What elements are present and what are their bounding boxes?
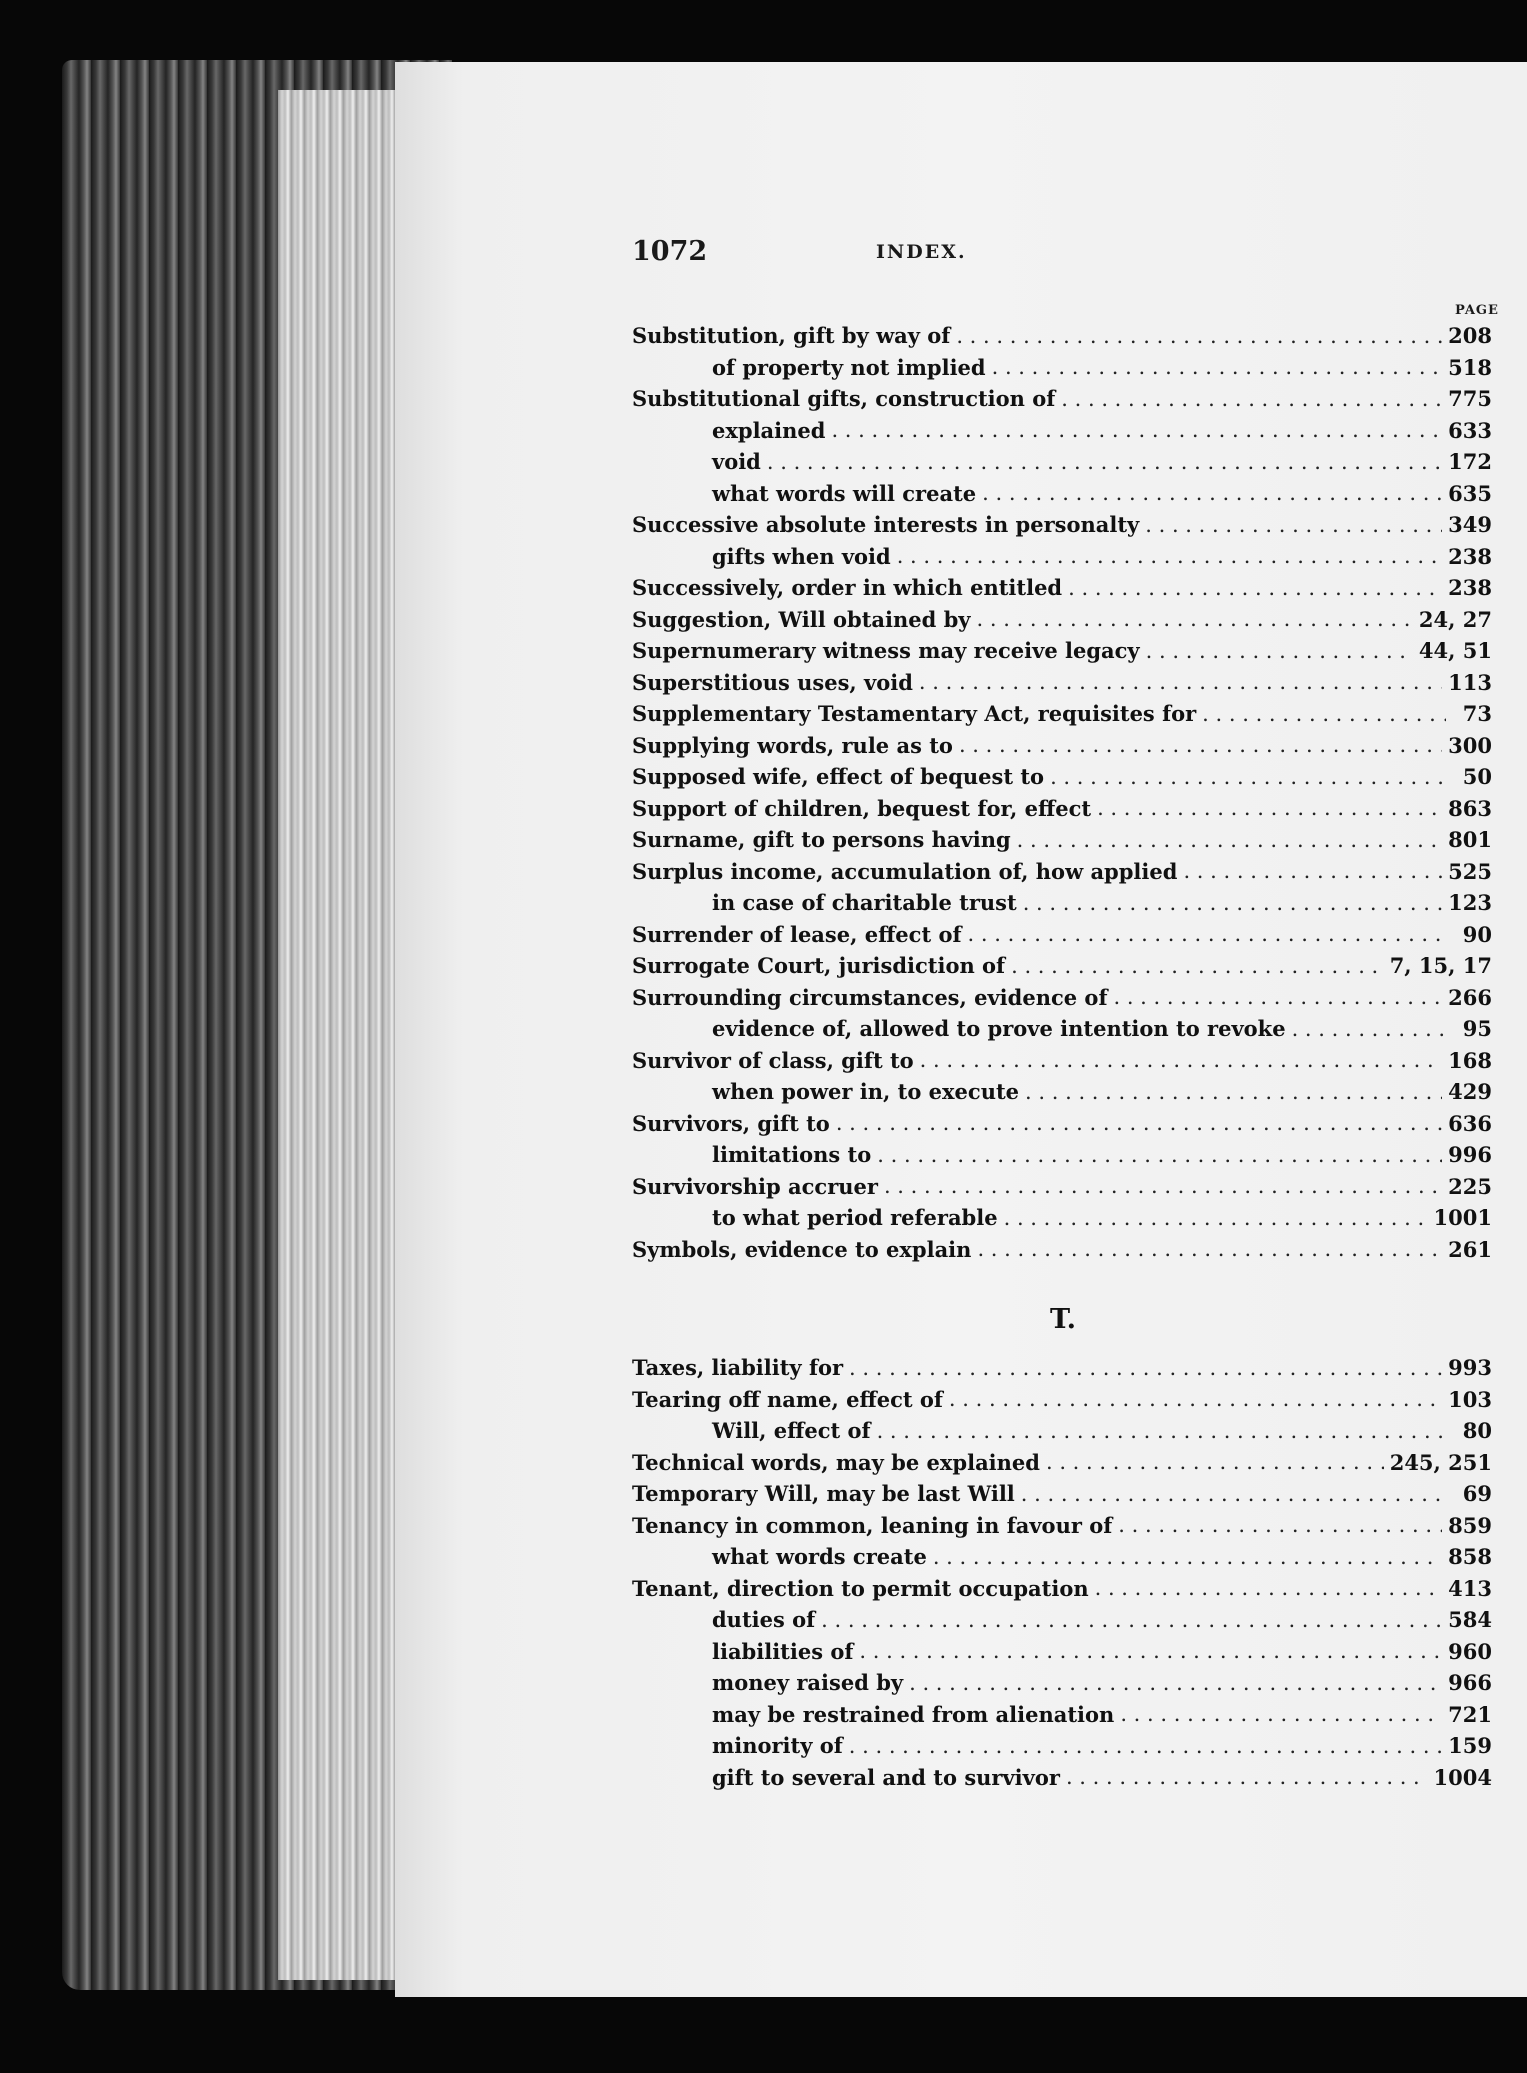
dot-leader [877, 1143, 1442, 1167]
dot-leader [1066, 1765, 1428, 1789]
index-entry [632, 1013, 1492, 1045]
dot-leader [884, 1174, 1442, 1198]
index-entry-page: 300 [1448, 732, 1492, 758]
index-entry-page: 721 [1448, 1701, 1492, 1727]
dot-leader [982, 481, 1442, 505]
dot-leader [977, 607, 1413, 631]
dot-leader [849, 1356, 1442, 1380]
dot-leader [1095, 1576, 1443, 1600]
index-entry [632, 1510, 1492, 1542]
index-list-t [632, 1352, 1492, 1793]
index-entry-text: may be restrained from alienation [712, 1701, 1115, 1727]
index-entry-page: 863 [1448, 795, 1492, 821]
dot-leader [977, 1237, 1442, 1261]
dot-leader [1023, 891, 1442, 915]
index-entry-text: Temporary Will, may be last Will [632, 1481, 1015, 1507]
index-entry-text: Survivorship accruer [632, 1173, 878, 1199]
index-entry-page: 518 [1448, 354, 1492, 380]
index-entry [632, 1234, 1492, 1266]
index-entry-page: 349 [1448, 512, 1492, 538]
index-entry [632, 950, 1492, 982]
page-column-label: PAGE [1455, 303, 1499, 318]
index-entry-page: 1004 [1433, 1764, 1492, 1790]
index-entry-text: Support of children, bequest for, effect [632, 795, 1092, 821]
index-entry [632, 1202, 1492, 1234]
index-entry-page: 996 [1448, 1142, 1492, 1168]
dot-leader [767, 450, 1442, 474]
index-entry [632, 352, 1492, 384]
index-entry-text: gifts when void [712, 543, 891, 569]
dot-leader [992, 355, 1443, 379]
index-entry-text: what words create [712, 1544, 927, 1570]
index-entry [632, 1384, 1492, 1416]
dot-leader [821, 1608, 1442, 1632]
index-entry-page: 859 [1448, 1512, 1492, 1538]
index-entry-page: 24, 27 [1418, 606, 1492, 632]
index-entry-page: 168 [1448, 1047, 1492, 1073]
dot-leader [1113, 985, 1442, 1009]
dot-leader [1146, 639, 1413, 663]
dot-leader [1292, 1017, 1446, 1041]
index-entry [632, 1478, 1492, 1510]
dot-leader [1097, 796, 1442, 820]
index-entry [632, 1076, 1492, 1108]
dot-leader [877, 1419, 1446, 1443]
index-entry-text: evidence of, allowed to prove intention to revoke [712, 1016, 1286, 1042]
dot-leader [949, 1387, 1442, 1411]
index-entry-text: Surrounding circumstances, evidence of [632, 984, 1108, 1010]
dot-leader [1183, 859, 1442, 883]
index-entry [632, 541, 1492, 573]
index-entry-text: Survivors, gift to [632, 1110, 830, 1136]
index-entry-text: Surname, gift to persons having [632, 827, 1011, 853]
dot-leader [859, 1639, 1442, 1663]
index-entry-text: Superstitious uses, void [632, 669, 913, 695]
index-entry-page: 993 [1448, 1355, 1492, 1381]
index-entry [632, 667, 1492, 699]
index-entry-page: 633 [1448, 417, 1492, 443]
index-entry-page: 429 [1448, 1079, 1492, 1105]
dot-leader [897, 544, 1442, 568]
dot-leader [831, 418, 1442, 442]
index-entry-page: 775 [1448, 386, 1492, 412]
index-entry-page: 50 [1462, 764, 1492, 790]
index-entry-text: Supplying words, rule as to [632, 732, 953, 758]
index-entry [632, 1045, 1492, 1077]
dot-leader [1046, 1450, 1384, 1474]
index-entry-text: what words will create [712, 480, 977, 506]
dot-leader [1025, 1080, 1442, 1104]
dot-leader [956, 324, 1442, 348]
index-entry-page: 90 [1462, 921, 1492, 947]
index-entry-page: 113 [1448, 669, 1492, 695]
index-entry-text: Taxes, liability for [632, 1355, 844, 1381]
book-page-edges-inner [278, 90, 408, 1980]
dot-leader [1017, 828, 1443, 852]
index-entry-page: 636 [1448, 1110, 1492, 1136]
index-entry-text: Tenancy in common, leaning in favour of [632, 1512, 1113, 1538]
dot-leader [1145, 513, 1442, 537]
index-entry-text: Substitution, gift by way of [632, 323, 951, 349]
index-entry-page: 238 [1448, 575, 1492, 601]
index-entry [632, 1415, 1492, 1447]
page-number: 1072 [632, 236, 708, 267]
index-entry-page: 208 [1448, 323, 1492, 349]
index-entry-text: gift to several and to survivor [712, 1764, 1060, 1790]
index-entry-page: 44, 51 [1418, 638, 1492, 664]
dot-leader [920, 1048, 1442, 1072]
index-entry [632, 1667, 1492, 1699]
index-entry-page: 584 [1448, 1607, 1492, 1633]
dot-leader [1011, 954, 1384, 978]
page-title: INDEX. [876, 241, 967, 263]
index-entry-page: 80 [1462, 1418, 1492, 1444]
index-entry-text: void [712, 449, 761, 475]
index-entry [632, 730, 1492, 762]
dot-leader [959, 733, 1442, 757]
index-entry [632, 1573, 1492, 1605]
index-entry [632, 698, 1492, 730]
dot-leader [919, 670, 1442, 694]
index-entry-page: 159 [1448, 1733, 1492, 1759]
index-entry [632, 1762, 1492, 1794]
dot-leader [1021, 1482, 1446, 1506]
index-entry [632, 478, 1492, 510]
index-entry [632, 1730, 1492, 1762]
dot-leader [1068, 576, 1442, 600]
dot-leader [1202, 702, 1446, 726]
index-entry-page: 801 [1448, 827, 1492, 853]
index-entry [632, 824, 1492, 856]
index-entry-page: 123 [1448, 890, 1492, 916]
index-entry-text: money raised by [712, 1670, 904, 1696]
index-entry [632, 383, 1492, 415]
index-entry-page: 1001 [1433, 1205, 1492, 1231]
index-entry-text: duties of [712, 1607, 816, 1633]
index-entry-page: 525 [1448, 858, 1492, 884]
index-entry-page: 103 [1448, 1386, 1492, 1412]
index-entry-text: in case of charitable trust [712, 890, 1017, 916]
index-entry-page: 266 [1448, 984, 1492, 1010]
dot-leader [933, 1545, 1442, 1569]
index-entry-text: Surrogate Court, jurisdiction of [632, 953, 1006, 979]
index-entry [632, 856, 1492, 888]
index-entry [632, 509, 1492, 541]
index-entry-text: Technical words, may be explained [632, 1449, 1040, 1475]
index-entry [632, 761, 1492, 793]
index-entry [632, 1139, 1492, 1171]
index-entry [632, 793, 1492, 825]
index-entry-text: liabilities of [712, 1638, 854, 1664]
index-entry-page: 858 [1448, 1544, 1492, 1570]
index-entry-text: Symbols, evidence to explain [632, 1236, 972, 1262]
running-head [632, 236, 1152, 276]
index-entry [632, 446, 1492, 478]
dot-leader [1061, 387, 1442, 411]
index-entry-text: to what period referable [712, 1205, 998, 1231]
dot-leader [1050, 765, 1446, 789]
index-entry-page: 7, 15, 17 [1389, 953, 1492, 979]
index-entry [632, 415, 1492, 447]
index-entry-text: when power in, to execute [712, 1079, 1020, 1105]
index-entry-page: 413 [1448, 1575, 1492, 1601]
index-entry [632, 1699, 1492, 1731]
index-entry-text: Successive absolute interests in personalty [632, 512, 1140, 538]
index-entry [632, 1636, 1492, 1668]
dot-leader [836, 1111, 1442, 1135]
index-entry-text: Supposed wife, effect of bequest to [632, 764, 1045, 790]
dot-leader [849, 1734, 1442, 1758]
dot-leader [1118, 1513, 1442, 1537]
index-entry-text: of property not implied [712, 354, 986, 380]
index-entry-text: Supernumerary witness may receive legacy [632, 638, 1140, 664]
dot-leader [1120, 1702, 1442, 1726]
index-entry [632, 1171, 1492, 1203]
index-entry-page: 225 [1448, 1173, 1492, 1199]
index-entry-text: Supplementary Testamentary Act, requisites for [632, 701, 1197, 727]
section-heading: T. [1050, 1304, 1077, 1335]
index-entry-text: minority of [712, 1733, 843, 1759]
index-entry-page: 635 [1448, 480, 1492, 506]
index-entry [632, 919, 1492, 951]
dot-leader [968, 922, 1446, 946]
index-list-s [632, 320, 1492, 1265]
index-entry-text: Successively, order in which entitled [632, 575, 1063, 601]
dot-leader [909, 1671, 1442, 1695]
index-entry-page: 245, 251 [1389, 1449, 1492, 1475]
index-entry-page: 966 [1448, 1670, 1492, 1696]
index-entry-page: 238 [1448, 543, 1492, 569]
index-entry [632, 982, 1492, 1014]
index-entry-page: 960 [1448, 1638, 1492, 1664]
index-entry-text: Substitutional gifts, construction of [632, 386, 1056, 412]
index-entry-text: Will, effect of [712, 1418, 871, 1444]
index-entry-page: 261 [1448, 1236, 1492, 1262]
index-entry-text: Tearing off name, effect of [632, 1386, 943, 1412]
index-entry-page: 95 [1462, 1016, 1492, 1042]
index-entry-text: Surplus income, accumulation of, how applied [632, 858, 1178, 884]
index-entry [632, 320, 1492, 352]
index-entry [632, 635, 1492, 667]
index-entry [632, 604, 1492, 636]
index-entry-text: Suggestion, Will obtained by [632, 606, 971, 632]
index-entry-page: 69 [1462, 1481, 1492, 1507]
index-entry [632, 1541, 1492, 1573]
index-entry-text: Surrender of lease, effect of [632, 921, 962, 947]
index-entry [632, 1108, 1492, 1140]
index-entry-text: explained [712, 417, 826, 443]
index-entry [632, 1447, 1492, 1479]
index-entry [632, 1604, 1492, 1636]
dot-leader [1004, 1206, 1428, 1230]
index-entry-page: 73 [1462, 701, 1492, 727]
index-entry-text: Tenant, direction to permit occupation [632, 1575, 1089, 1601]
index-entry-page: 172 [1448, 449, 1492, 475]
index-entry-text: limitations to [712, 1142, 872, 1168]
index-entry [632, 572, 1492, 604]
index-entry-text: Survivor of class, gift to [632, 1047, 914, 1073]
index-entry [632, 887, 1492, 919]
index-entry [632, 1352, 1492, 1384]
